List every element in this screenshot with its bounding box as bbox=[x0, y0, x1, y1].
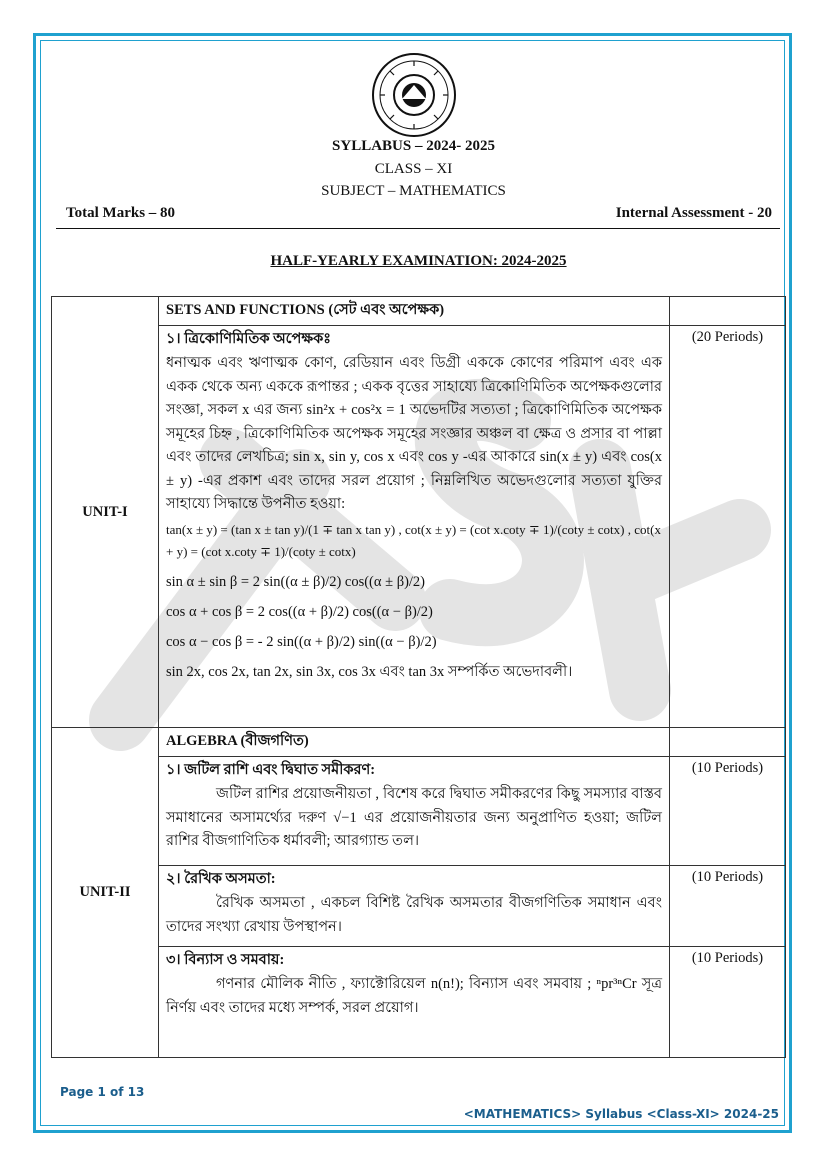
unit-2-section-1 bbox=[159, 757, 670, 866]
unit-2-heading: ALGEBRA (বীজগণিত) bbox=[159, 728, 670, 757]
unit-2-section-3-periods: (10 Periods) bbox=[670, 947, 786, 1058]
unit-2-section-1-periods: (10 Periods) bbox=[670, 757, 786, 866]
formula-tan-cot: tan(x ± y) = (tan x ± tan y)/(1 ∓ tan x tan y) , cot(x ± y) = (cot x.coty ∓ 1)/(coty ± cotx) , cot(x + y) = (cot x.coty ∓ 1)/(coty ± cotx) bbox=[166, 521, 661, 559]
section-text: গণনার মৌলিক নীতি , ফ্যাক্টোরিয়েল n(n!); বিন্যাস এবং সমবায় ; ⁿpr³ⁿCr সূত্র নির্ণয় এবং তাদের মধ্যে সম্পর্ক, সরল প্রয়োগ। bbox=[166, 976, 662, 1016]
formula-cos-sum: cos α + cos β = 2 cos((α + β)/2) cos((α − β)/2) bbox=[166, 603, 433, 620]
section-text: ধনাত্মক এবং ঋণাত্মক কোণ, রেডিয়ান এবং ডিগ্রী এককে কোণের পরিমাপ এবং এক একক থেকে অন্য এককে রূপান্তর ; একক বৃত্তের সাহায্যে ত্রিকোণিমিতিক অপেক্ষকগুলোর সংজ্ঞা, সকল x এর জন্য sin²x + cos²x = 1 অভেদটির সত্যতা ; ত্রিকোণিমিতিক অপেক্ষক সমূহের চিহ্ন , ত্রিকোণিমিতিক অপেক্ষক সমূহের সংজ্ঞার অঞ্চল বা ক্ষেত্র ও প্রসার বা পাল্লা এবং তাদের লেখচিত্র; sin x, sin y, cos x এবং cos y -এর আকারে sin(x ± y) এবং cos(x ± y) -এর প্রকাশ এবং তাদের সরল প্রয়োগ ; নিম্নলিখিত অভেদগুলোর সত্যতা যুক্তির সাহায্যে সিদ্ধান্তে উপনীত হওয়া: bbox=[166, 355, 662, 512]
unit-2-section-2-periods: (10 Periods) bbox=[670, 866, 786, 947]
class-title: CLASS – XI bbox=[374, 161, 453, 177]
section-text: রৈখিক অসমতা , একচল বিশিষ্ট রৈখিক অসমতার বীজগণিতিক সমাধান এবং তাদের সংখ্যা রেখায় উপস্থাপন। bbox=[166, 895, 662, 935]
unit-1-section-1 bbox=[159, 326, 670, 728]
unit-1-label: UNIT-I bbox=[52, 297, 159, 728]
unit-1-section-1-periods: (20 Periods) bbox=[670, 326, 786, 728]
syllabus-table bbox=[51, 296, 786, 1058]
exam-title: HALF-YEARLY EXAMINATION: 2024-2025 bbox=[270, 253, 567, 269]
unit-1-heading: SETS AND FUNCTIONS (সেট এবং অপেক্ষক) bbox=[159, 297, 670, 326]
section-title: ১। জটিল রাশি এবং দ্বিঘাত সমীকরণ: bbox=[166, 762, 376, 778]
unit-2-label: UNIT-II bbox=[52, 728, 159, 1058]
section-text: জটিল রাশির প্রয়োজনীয়তা , বিশেষ করে দ্বিঘাত সমীকরণের কিছু সমস্যার বাস্তব সমাধানের অসামর্থ্যের দরুণ √−1 এর প্রয়োজনীয়তার জন্য অনুপ্রাণিত হওয়া; জটিল রাশির বীজগাণিতিক ধর্মাবলী; আরগ্যান্ড তল। bbox=[166, 786, 662, 849]
section-title: ৩। বিন্যাস ও সমবায়: bbox=[166, 952, 285, 968]
subject-title: SUBJECT – MATHEMATICS bbox=[321, 183, 506, 199]
document-footer: <MATHEMATICS> Syllabus <Class-XI> 2024-25 bbox=[463, 1107, 779, 1121]
table-row bbox=[52, 866, 786, 947]
page-number: Page 1 of 13 bbox=[60, 1085, 145, 1099]
section-title: ২। রৈখিক অসমতা: bbox=[166, 871, 276, 887]
total-marks: Total Marks – 80 bbox=[66, 205, 176, 221]
table-row bbox=[52, 757, 786, 866]
unit-2-section-2 bbox=[159, 866, 670, 947]
table-row bbox=[52, 326, 786, 728]
marks-row bbox=[66, 205, 772, 222]
table-row bbox=[52, 297, 786, 326]
syllabus-title: SYLLABUS – 2024- 2025 bbox=[332, 138, 495, 154]
section-title: ১। ত্রিকোণিমিতিক অপেক্ষকঃ bbox=[166, 331, 331, 347]
board-seal-logo bbox=[371, 52, 457, 138]
formula-sin-sum: sin α ± sin β = 2 sin((α ± β)/2) cos((α ± β)/2) bbox=[166, 573, 426, 590]
unit-2-section-3 bbox=[159, 947, 670, 1058]
table-row bbox=[52, 728, 786, 757]
formula-cos-diff: cos α − cos β = - 2 sin((α + β)/2) sin((α − β)/2) bbox=[166, 633, 437, 650]
table-row bbox=[52, 947, 786, 1058]
header-divider bbox=[56, 228, 780, 229]
formula-multiple-angles: sin 2x, cos 2x, tan 2x, sin 3x, cos 3x এবং tan 3x সম্পর্কিত অভেদাবলী। bbox=[166, 663, 573, 680]
internal-assessment: Internal Assessment - 20 bbox=[615, 205, 772, 221]
